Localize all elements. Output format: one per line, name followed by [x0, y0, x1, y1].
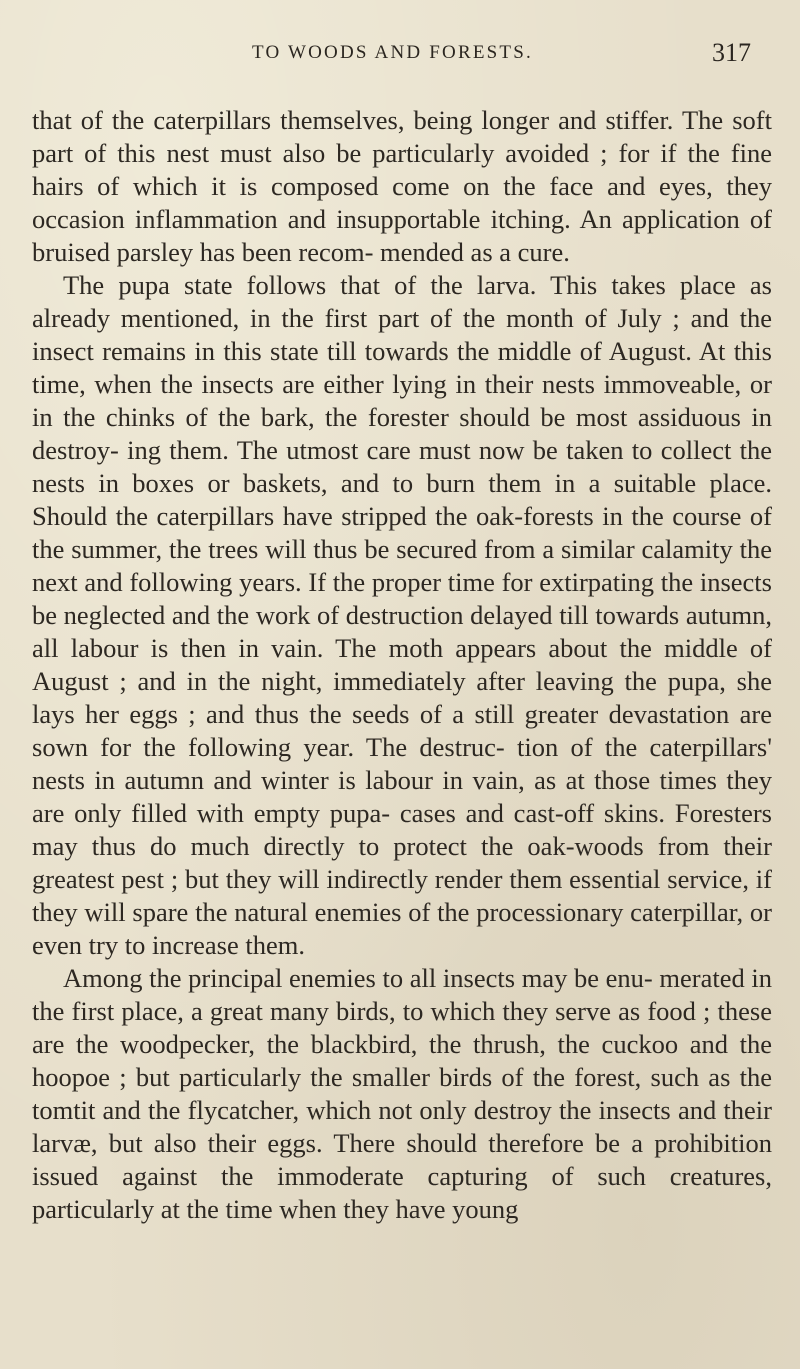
running-head-title: TO WOODS AND FORESTS. [252, 42, 533, 63]
paragraph-pupa-state: The pupa state follows that of the larva. This takes place as already mentioned, in the first part of the month of July ; and the insect remains in this state till towards the middle of August. At this time, when the insects are either lying in their nests immoveable, or in the chinks of the bark, the forester should be most assiduous in destroy- ing them. The utmost care must now be taken to collect the nests in boxes or baskets, and to burn them in a suitable place. Should the caterpillars have stripped the oak-forests in the course of the summer, the trees will thus be secured from a similar calamity the next and following years. If the proper time for extirpating the insects be neglected and the work of destruction delayed till towards autumn, all labour is then in vain. The moth appears about the middle of August ; and in the night, immediately after leaving the pupa, she lays her eggs ; and thus the seeds of a still greater devastation are sown for the following year. The destruc- tion of the caterpillars' nests in autumn and winter is labour in vain, as at those times they are only filled with empty pupa- cases and cast-off skins. Foresters may thus do much directly to protect the oak-woods from their greatest pest ; but they will indirectly render them essential service, if they will spare the natural enemies of the processionary caterpillar, or even try to increase them. [32, 270, 772, 960]
paragraph-enemies: Among the principal enemies to all insects may be enu- merated in the first place, a great many birds, to which they serve as food ; these are the woodpecker, the blackbird, the thrush, the cuckoo and the hoopoe ; but particularly the smaller birds of the forest, such as the tomtit and the flycatcher, which not only destroy the insects and their larvæ, but also their eggs. There should therefore be a prohibition issued against the immoderate capturing of such creatures, particularly at the time when they have young [32, 963, 772, 1224]
running-head [0, 38, 800, 82]
body-text [32, 104, 772, 1226]
paragraph-continuation: that of the caterpillars themselves, being longer and stiffer. The soft part of this nest must also be particularly avoided ; for if the fine hairs of which it is composed come on the face and eyes, they occasion inflammation and insupportable itching. An application of bruised parsley has been recom- mended as a cure. [32, 105, 772, 267]
page-number: 317 [712, 38, 751, 67]
